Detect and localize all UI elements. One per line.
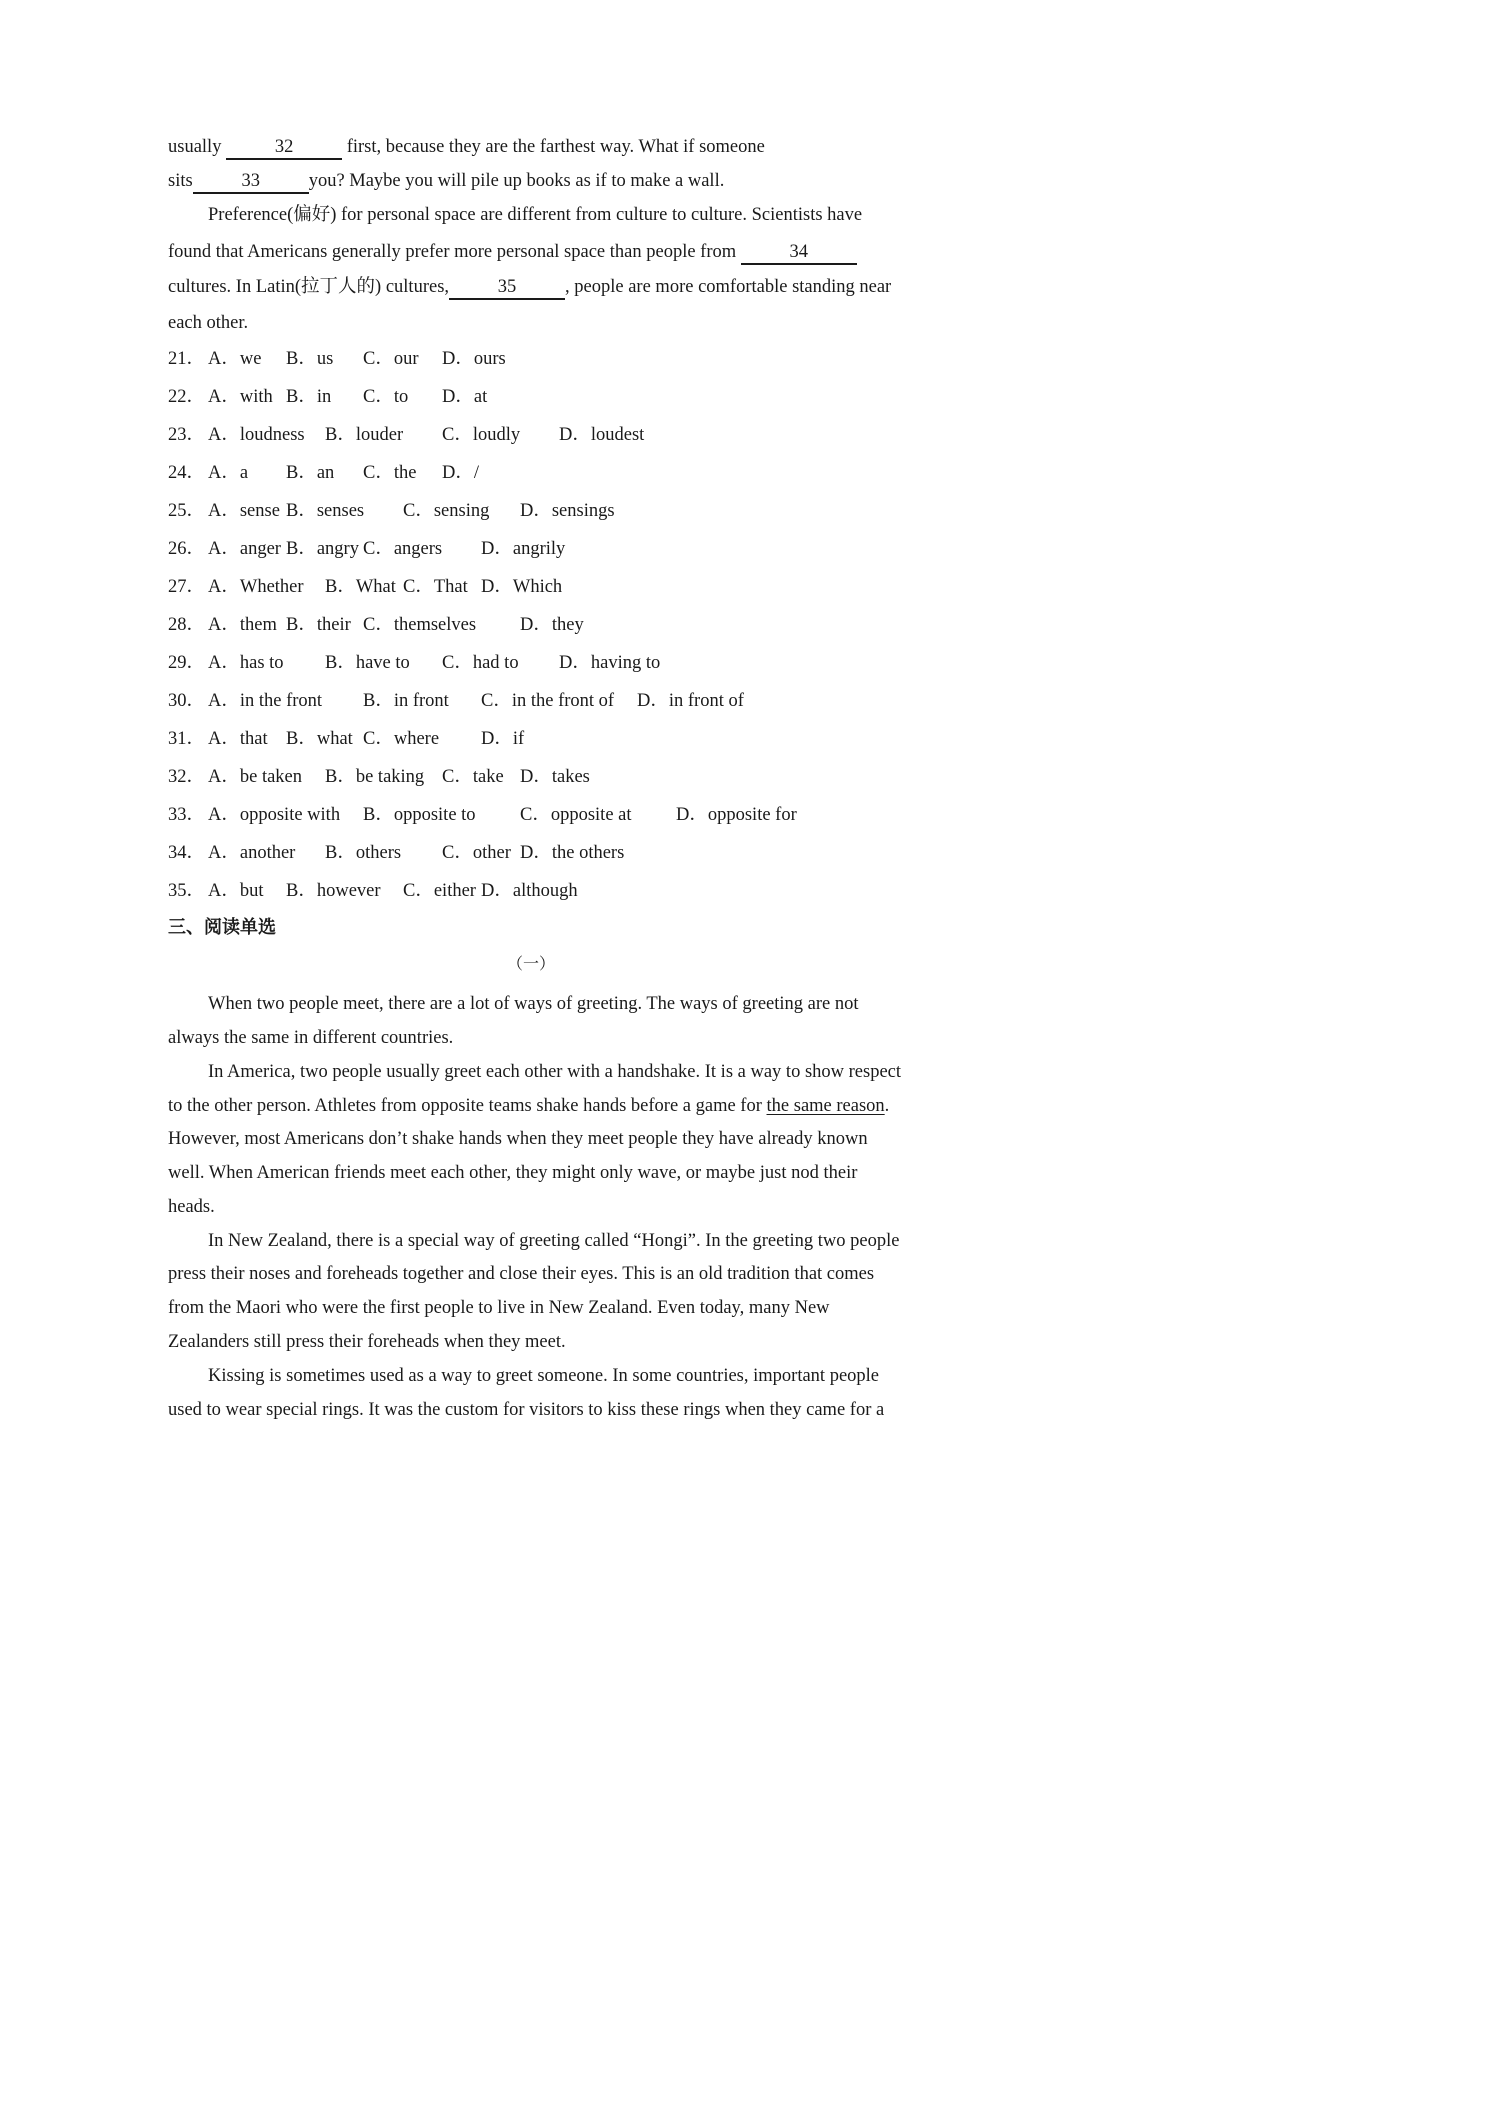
answer-option: D．the others <box>520 843 625 863</box>
answer-option: B．louder <box>325 425 404 445</box>
passage-text: cultures. In Latin(拉丁人的) cultures, <box>168 277 450 297</box>
answer-option: C．our <box>363 349 419 369</box>
answer-option: A．but <box>208 881 264 901</box>
answer-option: C．had to <box>442 653 519 673</box>
passage-line <box>168 278 891 300</box>
reading-line: used to wear special rings. It was the custom for visitors to kiss these rings when they came for a <box>168 1400 885 1420</box>
question-number: 34． <box>168 843 206 863</box>
passage-text: first, because they are the farthest way. What if someone <box>342 137 765 157</box>
answer-option: C．in the front of <box>481 691 615 711</box>
answer-option: B．in <box>286 387 332 407</box>
blank-33: 33 <box>193 172 309 194</box>
answer-option: A．that <box>208 729 268 749</box>
question-number: 27． <box>168 577 206 597</box>
answer-option: C．That <box>403 577 468 597</box>
reading-line: from the Maori who were the first people to live in New Zealand. Even today, many New <box>168 1298 830 1318</box>
answer-option: D．angrily <box>481 539 566 559</box>
answer-option: C．opposite at <box>520 805 632 825</box>
answer-option: D．opposite for <box>676 805 797 825</box>
passage-line <box>168 243 857 265</box>
answer-option: C．angers <box>363 539 443 559</box>
question-number: 23． <box>168 425 206 445</box>
question-number: 21． <box>168 349 206 369</box>
reading-line: press their noses and foreheads together and close their eyes. This is an old tradition that comes <box>168 1264 875 1284</box>
answer-option: C．loudly <box>442 425 521 445</box>
answer-option: D．they <box>520 615 584 635</box>
answer-option: A．them <box>208 615 277 635</box>
answer-option: B．their <box>286 615 351 635</box>
blank-34: 34 <box>741 243 857 265</box>
answer-option: B．however <box>286 881 381 901</box>
answer-option: A．has to <box>208 653 284 673</box>
answer-option: D．Which <box>481 577 563 597</box>
question-number: 35． <box>168 881 206 901</box>
passage-text: sits <box>168 171 193 191</box>
reading-line: well. When American friends meet each other, they might only wave, or maybe just nod their <box>168 1163 858 1183</box>
passage-line <box>168 172 724 194</box>
answer-option: A．another <box>208 843 296 863</box>
passage-line <box>168 138 765 160</box>
blank-32: 32 <box>226 138 342 160</box>
answer-option: D．sensings <box>520 501 615 521</box>
reading-line <box>168 1097 889 1116</box>
section-title: 三、阅读单选 <box>168 917 276 938</box>
reading-line: always the same in different countries. <box>168 1028 454 1048</box>
underlined-phrase: the same reason <box>766 1096 885 1116</box>
passage-line: each other. <box>168 313 249 333</box>
question-number: 32． <box>168 767 206 787</box>
answer-option: B．an <box>286 463 335 483</box>
reading-line: heads. <box>168 1197 215 1217</box>
question-number: 28． <box>168 615 206 635</box>
answer-option: A．Whether <box>208 577 304 597</box>
reading-line: Kissing is sometimes used as a way to greet someone. In some countries, important people <box>208 1366 880 1386</box>
answer-option: C．themselves <box>363 615 477 635</box>
passage-line: Preference(偏好) for personal space are different from culture to culture. Scientists have <box>208 205 863 225</box>
question-number: 26． <box>168 539 206 559</box>
answer-option: D．in front of <box>637 691 744 711</box>
answer-option: D．/ <box>442 463 480 483</box>
answer-option: B．opposite to <box>363 805 476 825</box>
passage-text: usually <box>168 137 227 157</box>
reading-line: Zealanders still press their foreheads when they meet. <box>168 1332 566 1352</box>
answer-option: B．What <box>325 577 396 597</box>
reading-text: . <box>884 1096 890 1116</box>
answer-option: D．ours <box>442 349 506 369</box>
answer-option: A．a <box>208 463 249 483</box>
passage-text: you? Maybe you will pile up books as if to make a wall. <box>308 171 725 191</box>
answer-option: B．what <box>286 729 353 749</box>
reading-line: However, most Americans don’t shake hands when they meet people they have already known <box>168 1129 868 1149</box>
question-number: 29． <box>168 653 206 673</box>
answer-option: D．having to <box>559 653 661 673</box>
reading-line: In New Zealand, there is a special way of greeting called “Hongi”. In the greeting two people <box>208 1231 900 1251</box>
answer-option: D．loudest <box>559 425 645 445</box>
answer-option: D．at <box>442 387 488 407</box>
passage-text: , people are more comfortable standing near <box>565 277 892 297</box>
answer-option: B．senses <box>286 501 365 521</box>
question-number: 24． <box>168 463 206 483</box>
passage-text: found that Americans generally prefer more personal space than people from <box>168 242 741 262</box>
answer-option: D．takes <box>520 767 590 787</box>
question-number: 22． <box>168 387 206 407</box>
question-number: 25． <box>168 501 206 521</box>
answer-option: A．be taken <box>208 767 303 787</box>
answer-option: B．be taking <box>325 767 425 787</box>
answer-option: C．the <box>363 463 417 483</box>
answer-option: A．sense <box>208 501 280 521</box>
answer-option: A．loudness <box>208 425 305 445</box>
answer-option: C．to <box>363 387 409 407</box>
answer-option: C．where <box>363 729 440 749</box>
question-number: 33． <box>168 805 206 825</box>
reading-line: In America, two people usually greet each other with a handshake. It is a way to show respect <box>208 1062 902 1082</box>
answer-option: A．opposite with <box>208 805 341 825</box>
blank-35: 35 <box>449 278 565 300</box>
answer-option: A．we <box>208 349 262 369</box>
answer-option: C．other <box>442 843 511 863</box>
answer-option: A．in the front <box>208 691 323 711</box>
answer-option: B．others <box>325 843 402 863</box>
reading-text: to the other person. Athletes from opposite teams shake hands before a game for <box>168 1096 767 1116</box>
answer-option: A．with <box>208 387 273 407</box>
question-number: 30． <box>168 691 206 711</box>
answer-option: B．angry <box>286 539 359 559</box>
answer-option: C．take <box>442 767 504 787</box>
answer-option: C．sensing <box>403 501 490 521</box>
passage-number: （一） <box>506 956 555 973</box>
answer-option: B．us <box>286 349 334 369</box>
answer-option: D．although <box>481 881 578 901</box>
answer-option: B．have to <box>325 653 410 673</box>
answer-option: D．if <box>481 729 525 749</box>
answer-option: B．in front <box>363 691 449 711</box>
reading-line: When two people meet, there are a lot of ways of greeting. The ways of greeting are not <box>208 994 859 1014</box>
answer-option: C．either <box>403 881 476 901</box>
answer-option: A．anger <box>208 539 281 559</box>
question-number: 31． <box>168 729 206 749</box>
